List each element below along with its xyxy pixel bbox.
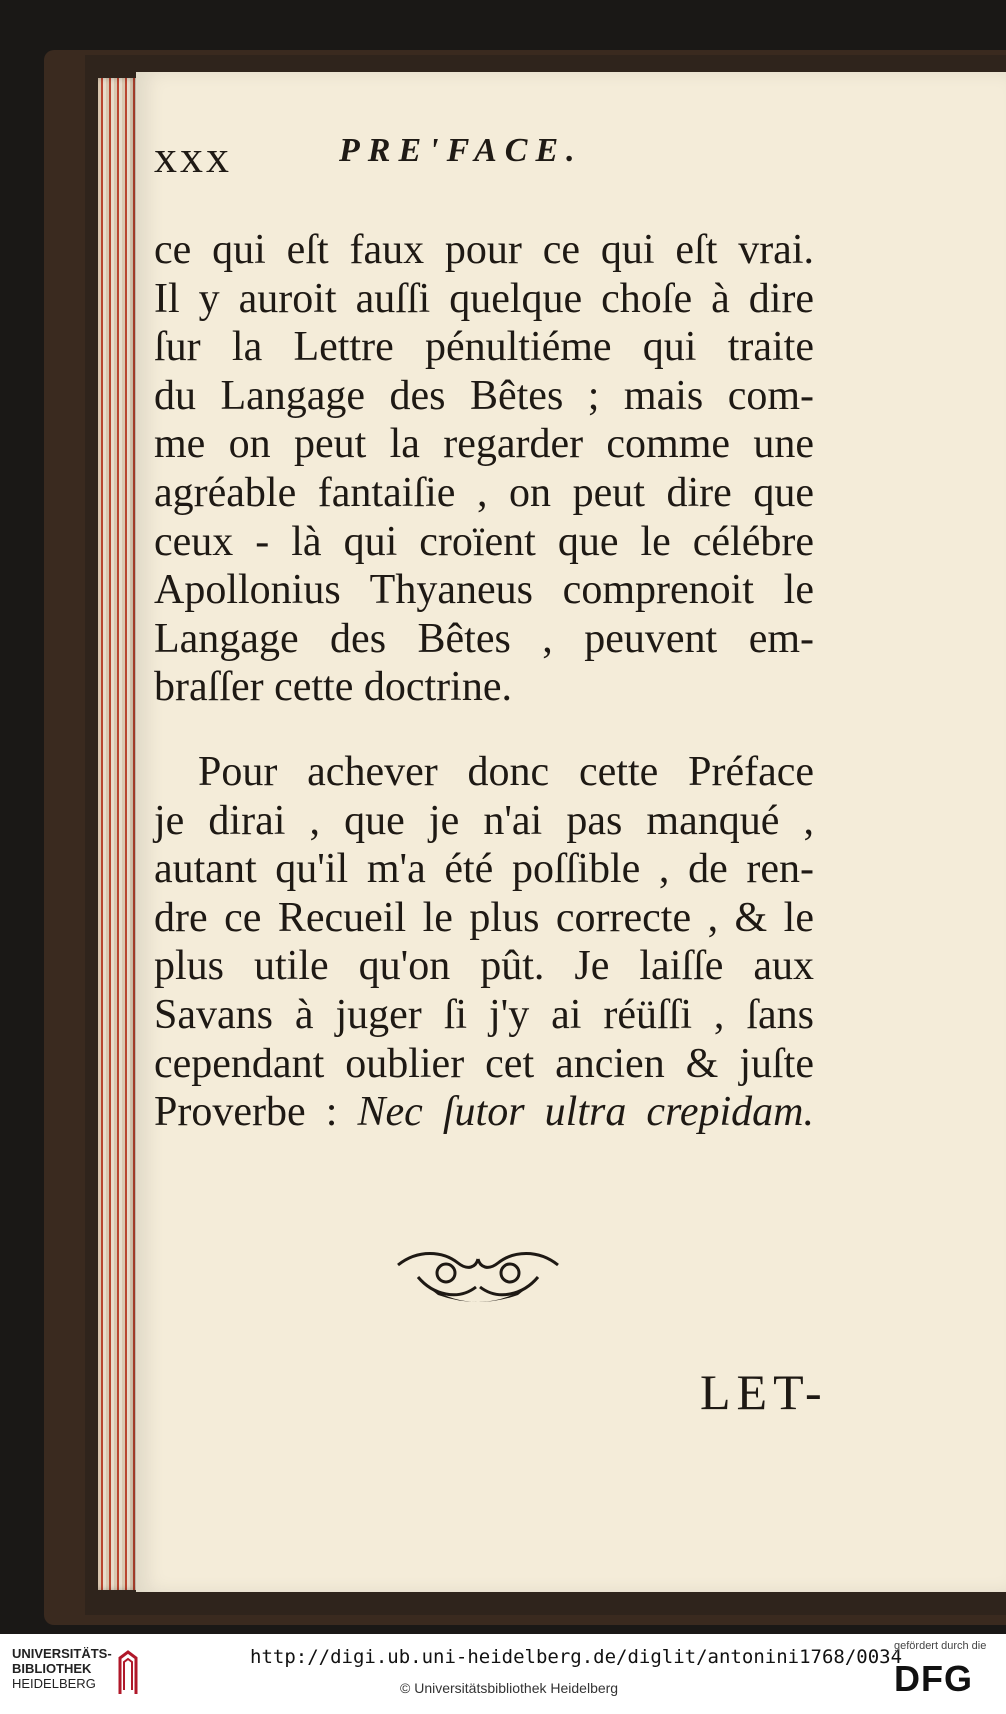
- text-line: dre ce Recueil le plus correcte , & le: [154, 894, 814, 941]
- text-line: ſur la Lettre pénultiéme qui traite: [154, 324, 814, 371]
- page-folio: xxx: [154, 131, 232, 182]
- catchword: LET-: [700, 1364, 828, 1420]
- page-edges: [98, 78, 138, 1590]
- library-mark-icon: [116, 1650, 140, 1698]
- text-line: plus utile qu'on pût. Je laiſſe aux: [154, 943, 814, 990]
- library-name: [12, 1646, 112, 1691]
- paragraph-gap: [154, 712, 814, 748]
- text-line: Langage des Bêtes , peuvent em-: [154, 615, 814, 662]
- printers-ornament-icon: [388, 1247, 568, 1305]
- library-logo[interactable]: [12, 1646, 142, 1706]
- text-line: Apollonius Thyaneus comprenoit le: [154, 567, 814, 614]
- text-line: autant qu'il m'a été poſſible , de ren-: [154, 846, 814, 893]
- text-line-final: [154, 1088, 814, 1137]
- library-name-line1: UNIVERSITÄTS-: [12, 1646, 112, 1661]
- funder-logo[interactable]: DFG: [894, 1658, 973, 1699]
- text-line: ce qui eſt faux pour ce qui eſt vrai.: [154, 227, 814, 273]
- page-text: [154, 226, 814, 1137]
- text-line: Il y auroit auſſi quelque choſe à dire: [154, 275, 814, 322]
- page-header: [154, 130, 754, 190]
- text-line: du Langage des Bêtes ; mais com-: [154, 372, 814, 419]
- text-line: je dirai , que je n'ai pas manqué ,: [154, 797, 814, 844]
- footer-bar: [0, 1634, 1006, 1714]
- latin-proverb: Nec ſutor ultra crepidam.: [357, 1089, 814, 1136]
- text-line: Savans à juger ſi j'y ai réüſſi , ſans: [154, 991, 814, 1038]
- proverbe-label: Proverbe :: [154, 1089, 358, 1136]
- text-line: ceux - là qui croïent que le célébre: [154, 518, 814, 565]
- copyright-notice: © Universitätsbibliothek Heidelberg: [400, 1680, 619, 1696]
- library-name-line3: HEIDELBERG: [12, 1676, 96, 1691]
- text-line: braſſer cette doctrine.: [154, 664, 512, 711]
- text-line: me on peut la regarder comme une: [154, 421, 814, 468]
- running-head: PRE'FACE.: [339, 132, 583, 169]
- funding-note: gefördert durch die: [894, 1640, 987, 1652]
- text-line: Pour achever donc cette Préface: [198, 748, 814, 795]
- text-line: agréable fantaiſie , on peut dire que: [154, 469, 814, 516]
- source-url-link[interactable]: http://digi.ub.uni-heidelberg.de/diglit/antonini1768/0034: [250, 1646, 903, 1668]
- text-line: cependant oublier cet ancien & juſte: [154, 1040, 814, 1087]
- library-name-line2: BIBLIOTHEK: [12, 1661, 92, 1676]
